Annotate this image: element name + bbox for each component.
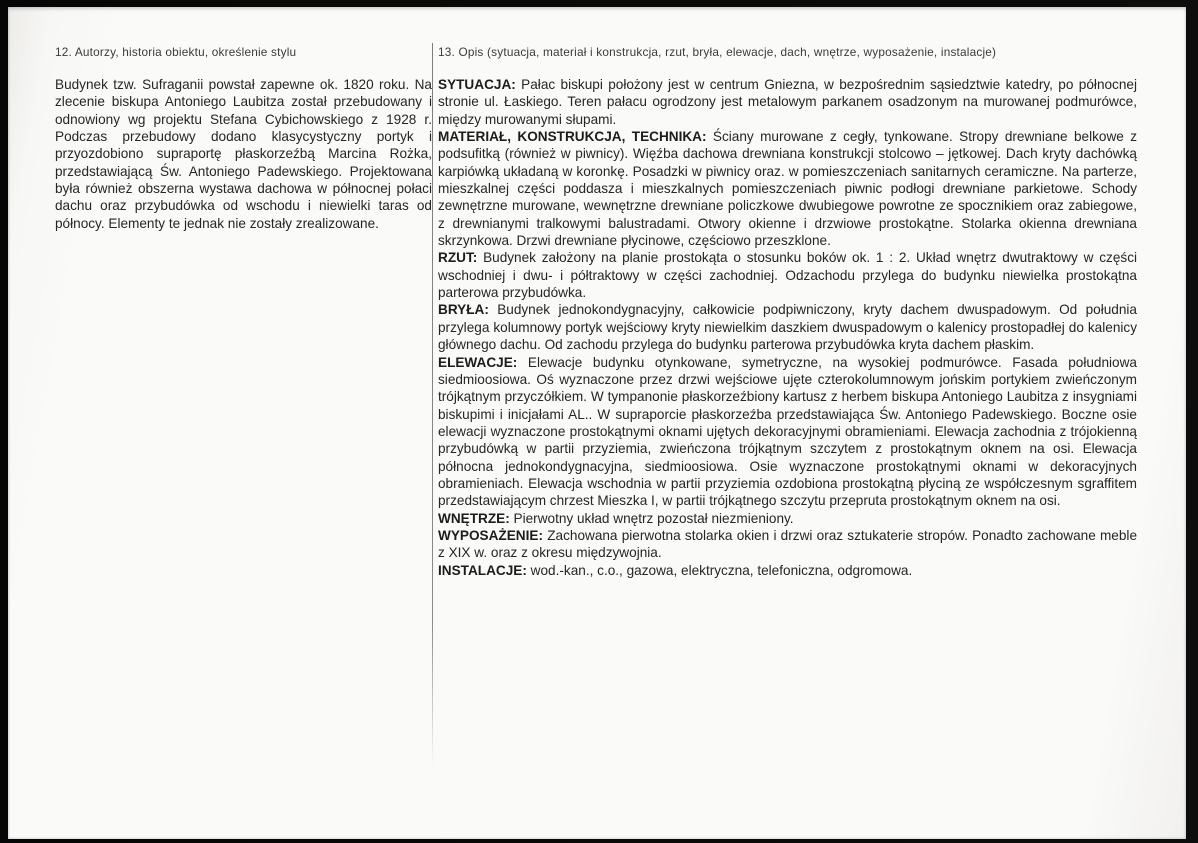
entry-elewacje-label: ELEWACJE: <box>438 354 518 370</box>
field-12-authors-history-style <box>55 45 432 232</box>
entry-rzut-text: Budynek założony na planie prostokąta o stosunku boków ok. 1 : 2. Układ wnętrz dwutraktowy w części wschodniej i dwu- i półtraktowy w części zachodniej. Odzachodu przylega do budynku niewielka prostokątna parterowa przybudówka. <box>438 250 1138 301</box>
entry-wnetrze-label: WNĘTRZE: <box>438 510 510 526</box>
entry-instalacje <box>438 562 1137 579</box>
entry-bryla <box>438 301 1137 353</box>
field-12-header: 12. Autorzy, historia obiektu, określenie stylu <box>55 45 297 59</box>
entry-instalacje-label: INSTALACJE: <box>438 562 527 578</box>
field-13-description <box>438 45 1141 579</box>
entry-wnetrze <box>438 510 1137 527</box>
field-12-body: Budynek tzw. Sufraganii powstał zapewne ok. 1820 roku. Na zlecenie biskupa Antoniego Laubitza został przebudowany i odnowiony wg projektu Stefana Cybichowskiego z 1928 r. Podczas przebudowy dodano klasycystyczny portyk i przyozdobiono supraportę płaskorzeźbą Marcina Rożka, przedstawiającą Św. Antoniego Padewskiego. Projektowana była również obszerna wystawa dachowa w północnej połaci dachu oraz przybudówka od wschodu i niewielki taras od północy. Elementy te jednak nie zostały zrealizowane. <box>55 77 432 231</box>
entry-bryla-label: BRYŁA: <box>438 302 489 318</box>
entry-wyposazenie-label: WYPOSAŻENIE: <box>438 527 543 543</box>
entry-wyposazenie-text: Zachowana pierwotna stolarka okien i drzwi oraz sztukaterie stropów. Ponadto zachowane meble z XIX w. oraz z okresu międzywojnia. <box>438 527 1138 561</box>
entry-wnetrze-text: Pierwotny układ wnętrz pozostał niezmieniony. <box>513 510 794 526</box>
entry-sytuacja-text: Pałac biskupi położony jest w centrum Gniezna, w bezpośrednim sąsiedztwie katedry, po północnej stronie ul. Łaskiego. Teren pałacu ogrodzony jest metalowym parkanem osadzonym na murowanej podmurówce, między murowanymi słupami. <box>438 77 1137 127</box>
entry-rzut-label: RZUT: <box>438 250 478 266</box>
entry-sytuacja-label: SYTUACJA: <box>438 77 516 92</box>
entry-rzut <box>438 249 1137 301</box>
entry-material-label: MATERIAŁ, KONSTRUKCJA, TECHNIKA: <box>438 129 707 145</box>
entry-instalacje-text: wod.-kan., c.o., gazowa, elektryczna, telefoniczna, odgromowa. <box>530 562 913 578</box>
field-13-header: 13. Opis (sytuacja, materiał i konstrukcja, rzut, bryła, elewacje, dach, wnętrze, wyposażenie, instalacje) <box>438 45 997 59</box>
entry-material-konstrukcja-technika <box>438 128 1137 249</box>
entry-wyposazenie <box>438 527 1137 562</box>
entry-elewacje-text: Elewacje budynku otynkowane, symetryczne, na wysokiej podmurówce. Fasada południowa siedmioosiowa. Oś wyznaczone przez drzwi wejściowe ujęte czterokolumnowym jońskim portykiem zwieńczonym trójkątnym przyczółkiem. W tympanonie płaskorzeźbiony kartusz z herbem biskupa Antoniego Laubitza z insygniami biskupimi i inicjałami AL.. W supraporcie płaskorzeźba przedstawiająca Św. Antoniego Padewskiego. Boczne osie elewacji wyznaczone prostokątnymi oknami ujętych dekoracyjnymi obramieniami. Elewacja zachodnia z trójokienną przybudówką w partii przyziemia, zwieńczona trójkątnym szczytem z prostokątnym oknem na osi. Elewacja północna jednokondygnacyjna, siedmioosiowa. Osie wyznaczone prostokątnymi oknami w dekoracyjnych obramieniach. Elewacja wschodnia w partii przyziemia ozdobiona prostokątną płyciną ze współczesnym sgraffitem przedstawiającym chrzest Mieszka I, w partii trójkątnego szczytu przepruta prostokątnym oknem na osi. <box>438 354 1137 509</box>
entry-material-text: Ściany murowane z cegły, tynkowane. Stropy drewniane belkowe z podsufitką (również w piwnicy). Więźba dachowa drewniana konstrukcji stolcowo – jętkowej. Dach kryty dachówką karpiówką układaną w koronkę. Posadzki w piwnicy oraz. w pomieszczeniach sanitarnych ceramiczne. Na parterze, mieszkalnej części poddasza i mieszkalnych pomieszczeniach piwnic podłogi drewniane parkietowe. Schody zewnętrzne murowane, wewnętrzne drewniane policzkowe dwubiegowe powrotne ze spocznikiem oraz zabiegowe, z drewnianymi tralkowymi balustradami. Otwory okienne i drzwiowe prostokątne. Stolarka okienna drewniana skrzynkowa. Drzwi drewniane płycinowe, częściowo przeszklone. <box>438 129 1138 249</box>
column-divider-line <box>432 43 433 767</box>
entry-elewacje <box>438 354 1137 510</box>
entry-bryla-text: Budynek jednokondygnacyjny, całkowicie podpiwniczony, kryty dachem dwuspadowym. Od południa przylega kolumnowy portyk wejściowy kryty niewielkim daszkiem dwuspadowym o kalenicy prostopadłej do kalenicy głównego dachu. Od zachodu przylega do budynku parterowa przybudówka kryta dachem płaskim. <box>438 302 1137 353</box>
paper-sheet <box>8 7 1186 839</box>
description-entries <box>438 76 1137 579</box>
entry-sytuacja <box>438 76 1137 128</box>
